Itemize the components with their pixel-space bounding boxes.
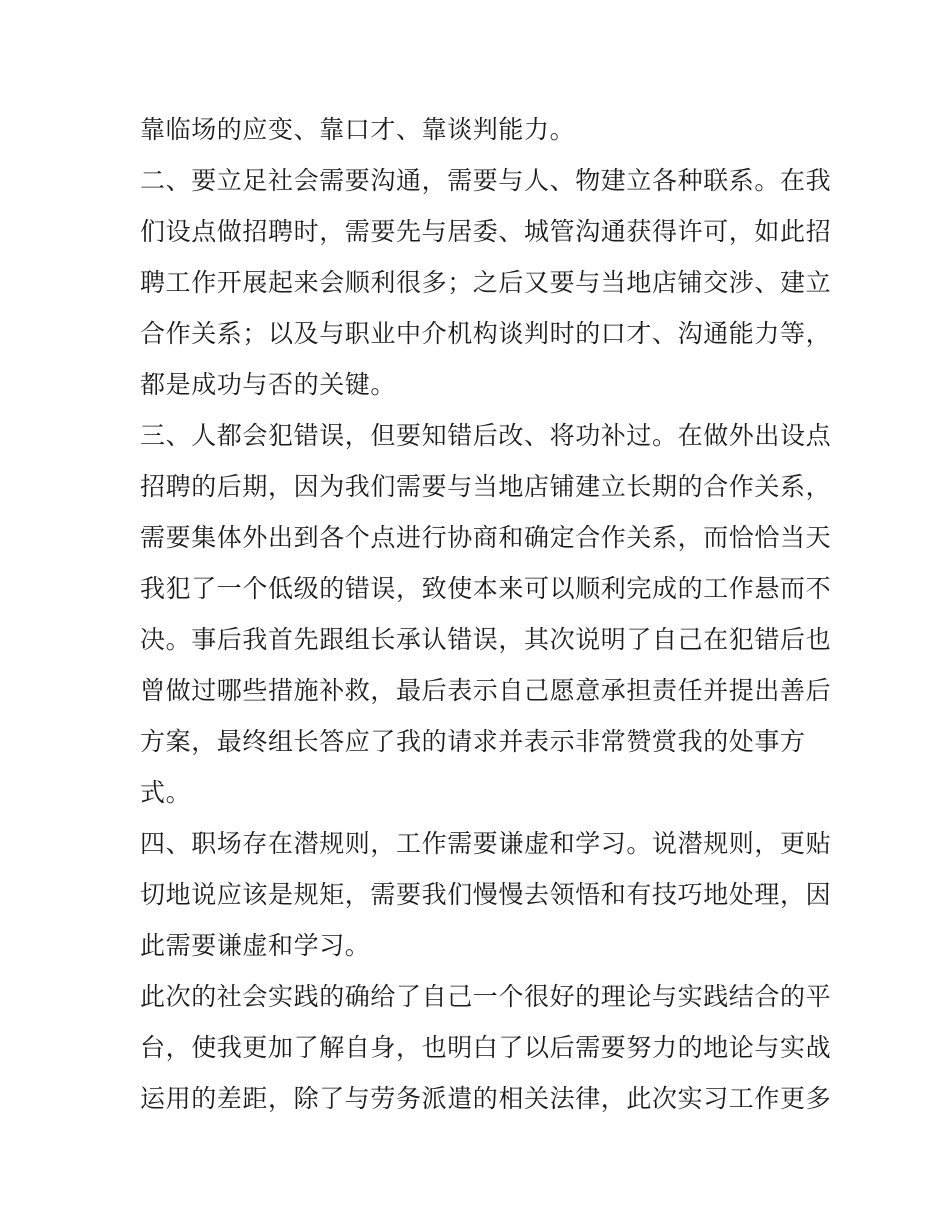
text-line: 切地说应该是规矩，需要我们慢慢去领悟和有技巧地处理，因 xyxy=(140,880,832,909)
text-line: 靠临场的应变、靠口才、靠谈判能力。 xyxy=(140,115,576,144)
text-line: 三、人都会犯错误，但要知错后改、将功补过。在做外出设点 xyxy=(140,421,832,450)
text-line: 方案，最终组长答应了我的请求并表示非常赞赏我的处事方 xyxy=(140,727,806,756)
text-line: 需要集体外出到各个点进行协商和确定合作关系，而恰恰当天 xyxy=(140,523,832,552)
text-line: 此次的社会实践的确给了自己一个很好的理论与实践结合的平 xyxy=(140,982,832,1011)
text-line: 曾做过哪些措施补救，最后表示自己愿意承担责任并提出善后 xyxy=(140,676,832,705)
body-text xyxy=(140,104,832,1124)
text-line: 招聘的后期，因为我们需要与当地店铺建立长期的合作关系， xyxy=(140,472,832,501)
text-line: 四、职场存在潜规则，工作需要谦虚和学习。说潜规则，更贴 xyxy=(140,829,832,858)
text-line: 都是成功与否的关键。 xyxy=(140,370,397,399)
text-line: 运用的差距，除了与劳务派遣的相关法律，此次实习工作更多 xyxy=(140,1084,832,1113)
text-line: 决。事后我首先跟组长承认错误，其次说明了自己在犯错后也 xyxy=(140,625,832,654)
text-line: 台，使我更加了解自身，也明白了以后需要努力的地论与实战 xyxy=(140,1033,832,1062)
text-line: 们设点做招聘时，需要先与居委、城管沟通获得许可，如此招 xyxy=(140,217,832,246)
text-line: 合作关系；以及与职业中介机构谈判时的口才、沟通能力等， xyxy=(140,319,832,348)
text-line: 我犯了一个低级的错误，致使本来可以顺利完成的工作悬而不 xyxy=(140,574,832,603)
text-line: 此需要谦虚和学习。 xyxy=(140,931,371,960)
text-line: 式。 xyxy=(140,778,192,807)
text-line: 二、要立足社会需要沟通，需要与人、物建立各种联系。在我 xyxy=(140,166,832,195)
text-line: 聘工作开展起来会顺利很多；之后又要与当地店铺交涉、建立 xyxy=(140,268,832,297)
